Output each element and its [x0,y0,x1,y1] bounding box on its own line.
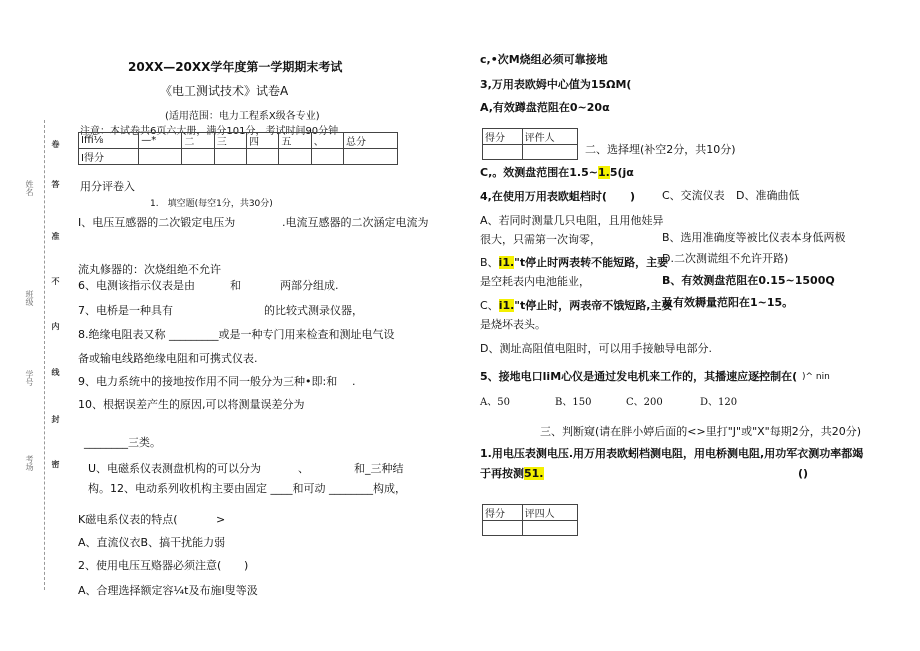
question-text: K磁电系仪表的特点( [78,513,178,526]
question-text: 的比较式测录仪器， [264,304,363,317]
option-text: A、合理选择额定容¼t及布施I叟等汲 [78,584,258,597]
score-cell: 总分 [344,133,398,149]
question-text: > [216,513,226,526]
grader-cell: 评四人 [522,505,577,521]
score-cell: 五 [279,133,311,149]
option-c: C、200 [626,397,663,408]
grader-cell: 得分 [483,129,523,145]
question-text: ________三类。 [84,436,161,449]
grader-cell-empty[interactable] [483,521,523,536]
question-text: 1.用电压表测电压.用万用表欧蚓档测电阻，用电桥测电阻,用功军衣测功率都竭 [480,447,864,460]
option-text: D、准确曲低 [736,189,800,202]
highlight-mark: 51. [524,467,544,480]
option-a: A、50 [480,397,510,408]
score-cell-empty[interactable] [279,149,311,165]
score-cell: Iffi⅛ [79,133,139,149]
option-text: c,•次M烧组必须可靠接地 [480,53,608,66]
question-text: 3,万用表欧姆中心值为15ΩM( [480,78,632,91]
score-cell: 三 [214,133,246,149]
question-text: 、 [298,462,309,475]
margin-mark: 内 [51,322,60,330]
option-text [480,166,634,180]
highlight-mark: i1. [498,299,515,312]
option-text: A、若同时测量几只电阻，且用他娃异 [480,214,664,227]
grader-cell: 评件人 [522,129,577,145]
grader-cell-empty[interactable] [522,521,577,536]
option-text: A、直流仪衣B、搞干扰能力弱 [78,536,226,549]
question-text: . [352,375,356,388]
option-text-part: C、 [480,299,499,312]
grader-table [482,128,578,160]
question-text: I、电压互感器的二次锻定电压为 [78,216,236,229]
question-text: 两部分组成. [280,279,339,292]
option-text: D、测址高阻值电阻时，可以用手接触导电部分. [480,342,712,355]
question-text: ) [244,559,249,572]
score-table [78,132,398,165]
grader-cell: 得分 [483,505,523,521]
grader-cell-empty[interactable] [483,145,523,160]
score-cell-empty[interactable] [311,149,343,165]
question-text: 构。12、电动系列收机构主要由固定 ____和可动 ________构成， [88,482,406,495]
option-text-part: B、 [480,256,499,269]
question-text: .电流互感器的二次涵定电流为 [282,216,429,229]
question-text: 6、电测该指示仪表是由 [78,279,195,292]
section2-heading: 二、选择埋(补空2分，共10分) [585,143,736,156]
option-text: B、选用准确度等被比仪表本身低两极 [662,231,846,244]
grader-cell-empty[interactable] [522,145,577,160]
question-text: 10、根据误差产生的原因,可以将测量误差分为 [78,398,305,411]
score-cell-empty[interactable] [139,149,182,165]
option-text: B、有效测盘范阻在0.15~1500Q [662,274,835,287]
score-cell: 、 [311,133,343,149]
score-cell-empty[interactable] [344,149,398,165]
score-cell-empty[interactable] [247,149,279,165]
option-text [480,299,672,313]
question-text-part: 于再按测 [480,467,524,480]
question-text [480,467,544,481]
score-cell: 二 [182,133,214,149]
option-b: B、150 [555,397,592,408]
option-text-part: "t停止时两表转不能短路，主要 [514,256,669,269]
question-text: 8.绝缘电阻表又称 _________或是一种专门用来检查和测址电气设 [78,328,395,341]
option-text [480,256,668,270]
score-row-label: I得分 [79,149,139,165]
grader-label: 用分评卷入 [80,180,135,193]
option-text-part: 5(jα [609,166,634,179]
margin-label-room: 考场 [25,455,34,471]
score-cell-empty[interactable] [214,149,246,165]
question-text: 和 [230,279,241,292]
score-cell-empty[interactable] [182,149,214,165]
margin-mark: 不 [51,277,60,285]
margin-mark: 线 [51,368,60,376]
question-text: 9、电力系统中的接地按作用不同一般分为三种•即:和 [78,375,338,388]
margin-mark: 密 [51,460,60,468]
margin-mark: 准 [51,232,60,240]
binding-line [44,120,45,590]
section3-heading: 三、判断窥(请在胖小婷后面的<>里打"J"或"X"每期2分，共20分) [540,425,862,438]
option-text: A,有效蹲盘范阻在0~20α [480,101,610,114]
margin-label-class: 班级 [25,290,34,306]
margin-mark: 封 [51,415,60,423]
section1-heading: 1. 填空题(每空1分，共30分) [150,199,273,209]
question-text: 7、电桥是一种具有 [78,304,173,317]
question-text: ) [630,190,636,203]
margin-label-student-id: 学号 [25,370,34,386]
exam-subtitle: 《电工测试技术》试卷A [160,84,289,98]
score-cell: —* [139,133,182,149]
question-text: 4,在使用万用表欧蛆档时( [480,190,607,203]
highlight-mark: 1. [597,166,610,179]
question-text: 2、使用电压互赂器必须注意( [78,559,222,572]
option-text-part: "t停止时，两表帝不饿短路,主要 [514,299,673,312]
exam-notice: 注意：本试卷共6页六大册，满分101分，考试时间90分钟 [80,126,339,137]
option-text: 是空耗表内电池能业， [480,275,590,288]
exam-title: 20XX—20XX学年度第一学期期末考试 [128,60,343,74]
question-text: 备或输电线路绝缘电阻和可携式仪表. [78,352,258,365]
highlight-mark: i1. [498,256,515,269]
question-text: )^ nin [802,372,830,382]
option-d: D、120 [700,397,738,408]
margin-mark: 卷 [51,140,60,148]
option-text: 及有效耨量范阳在1~15。 [662,296,794,309]
option-text: D.二次测谎组不允许开路) [662,252,789,265]
answer-parentheses[interactable]: () [798,467,809,480]
question-text: U、电磁系仪表测盘机构的可以分为 [88,462,262,475]
option-text: 是烧坏表头。 [480,318,546,331]
option-text: 很大，只需第一次询零， [480,233,601,246]
score-cell: 四 [247,133,279,149]
question-text: 和_三种结 [354,462,404,475]
margin-label-name: 姓名 [25,180,34,196]
question-text: 流丸修器的：次烧组绝不允许 [78,263,221,276]
option-text-part: C,。效测盘范围在1.5~ [480,166,598,179]
exam-scope: (适用范围：电力工程系X级各专业) [165,111,320,122]
question-text: 5、接地电口liM心仪是通过发电机来工作的，其播速应逐控制在( [480,370,798,383]
margin-mark: 答 [51,180,60,188]
grader-table [482,504,578,536]
option-text: C、交流仪表 [662,189,725,202]
